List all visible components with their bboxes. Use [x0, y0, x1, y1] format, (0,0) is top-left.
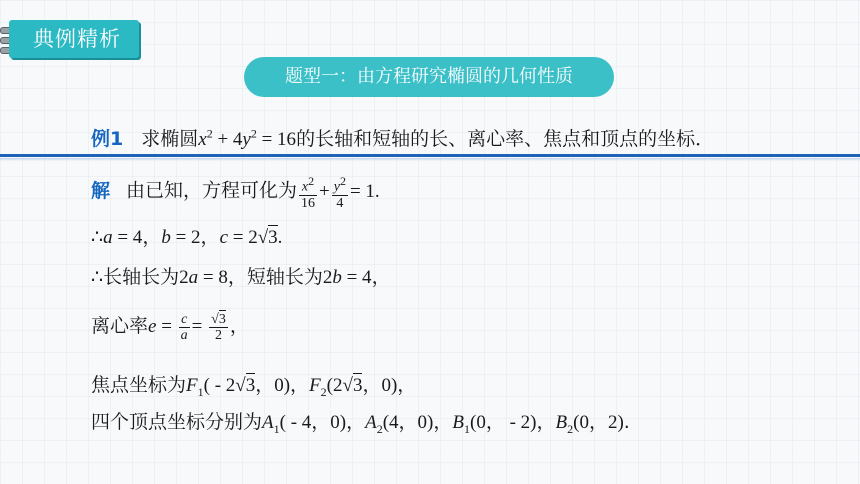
- line4-text: 离心率: [91, 315, 149, 337]
- line6-text: 四个顶点坐标分别为: [91, 411, 263, 433]
- example-question: [91, 124, 714, 151]
- question-prefix: 求椭圆: [141, 128, 199, 150]
- line1-text: 由已知，方程可化为: [126, 179, 298, 202]
- line3-major-text: 长轴长为: [103, 266, 180, 288]
- line5-text: 焦点坐标为: [91, 374, 187, 396]
- solution-line-5: 焦点坐标为$F_1( - 2√3$，0)，$F_2(2√3$，0)，: [91, 374, 417, 399]
- question-suffix: 的长轴和短轴的长、离心率、焦点和顶点的坐标．: [296, 128, 715, 150]
- divider-line: [0, 154, 860, 157]
- solution-line-6: 四个顶点坐标分别为$A_1( - 4$，0)，$A_2(4$，0)，$B_1(0$， - 2)，$B_2(0$，2).: [91, 411, 630, 436]
- ellipse-equation: $x^2 + 4y^2 = 16$: [198, 126, 297, 150]
- example-label: 例1: [91, 128, 124, 150]
- solution-label: 解: [91, 179, 111, 202]
- standard-equation: $\frac{x^2}{16}$ + $\frac{y^2}{4}$ = 1.: [301, 174, 380, 211]
- topic-title: 题型一：由方程研究椭圆的几何性质: [244, 57, 614, 97]
- line3-minor-text: ，短轴长为: [227, 266, 323, 288]
- solution-line-4: 离心率e = $\frac{c}{a}$ = $\frac{√3}{2}$ ，: [91, 312, 249, 344]
- solution-line-3: ∴长轴长为2a = 8，短轴长为2b = 4，: [91, 266, 391, 288]
- solution-line-2: ∴a = 4，b = 2，c = 2√3.: [91, 226, 283, 248]
- section-badge: 典例精析: [9, 20, 139, 58]
- solution-line-1: [91, 174, 380, 211]
